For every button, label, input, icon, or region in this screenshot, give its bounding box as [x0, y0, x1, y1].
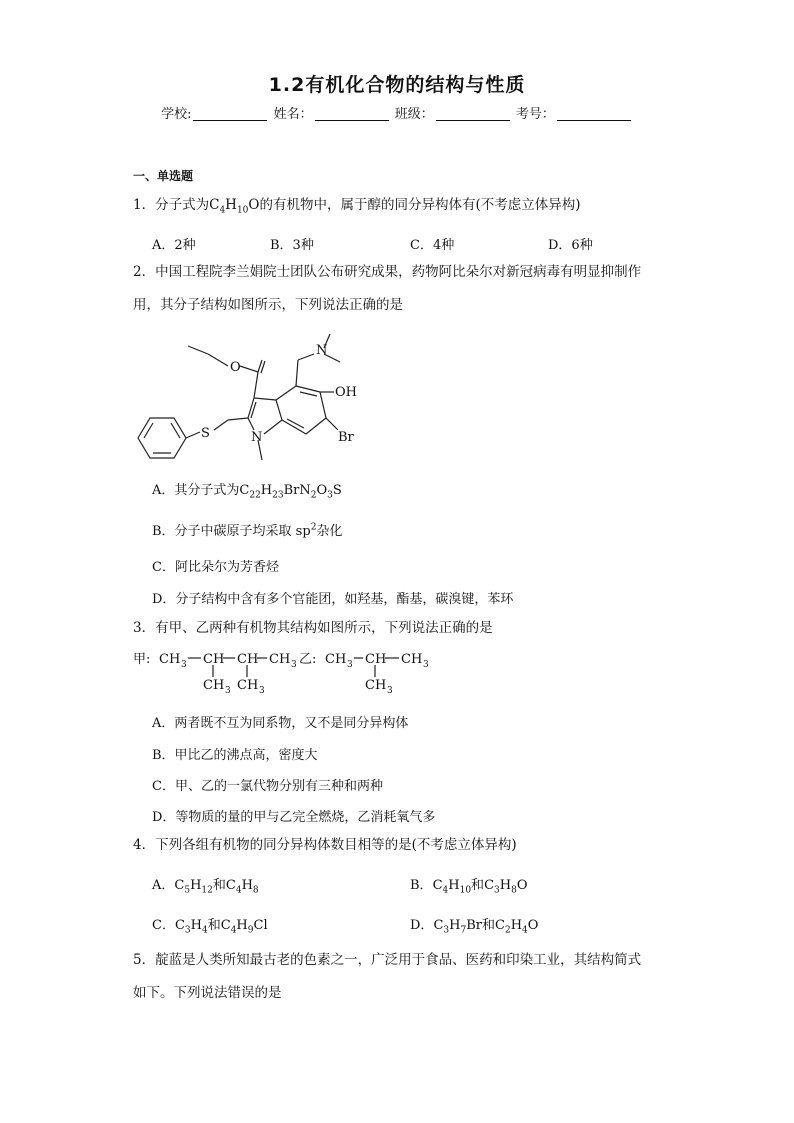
- q2-option-d[interactable]: D．分子结构中含有多个官能团，如羟基，酯基，碳溴键，苯环: [152, 592, 514, 607]
- q2-option-c[interactable]: C．阿比朵尔为芳香烃: [152, 560, 279, 575]
- svg-text:3: 3: [387, 686, 393, 696]
- svg-text:3: 3: [225, 686, 231, 696]
- svg-text:CH: CH: [203, 678, 225, 693]
- q4-option-b[interactable]: B．$C_4H_{10}$和$C_3H_8O$: [410, 878, 528, 896]
- svg-text:3: 3: [423, 660, 429, 670]
- q3-option-a[interactable]: A．两者既不互为同系物，又不是同分异构体: [152, 716, 409, 731]
- svg-text:CH: CH: [159, 652, 181, 667]
- class-blank[interactable]: [436, 106, 510, 121]
- svg-text:CH: CH: [237, 652, 259, 667]
- svg-text:3: 3: [347, 660, 353, 670]
- question-2-stem: [133, 256, 673, 322]
- q1-option-b[interactable]: B．3种: [270, 238, 314, 253]
- class-label: 班级：: [394, 107, 434, 122]
- q4-option-a[interactable]: A．$C_5H_{12}$和$C_4H_8$: [152, 878, 259, 896]
- question-5-stem: [133, 944, 673, 1010]
- q1-option-c[interactable]: C．4种: [410, 238, 455, 253]
- q4-option-c[interactable]: C．$C_3H_4$和$C_4H_9Cl$: [152, 918, 268, 936]
- question-3-stem: 3．有甲、乙两种有机物其结构如图所示，下列说法正确的是: [133, 620, 493, 636]
- school-blank[interactable]: [193, 106, 267, 121]
- bromine-label: Br: [338, 430, 354, 445]
- name-label: 姓名：: [273, 107, 313, 122]
- structure-bonds: [138, 334, 340, 460]
- q1-text-post: 的有机物中，属于醇的同分异构体有(不考虑立体异构): [259, 197, 581, 213]
- svg-text:3: 3: [259, 686, 265, 696]
- svg-text:CH: CH: [325, 652, 347, 667]
- page-title: 1.2有机化合物的结构与性质: [268, 74, 526, 96]
- student-info-line: [0, 103, 794, 122]
- q1-option-d[interactable]: D．6种: [548, 238, 593, 253]
- q4-option-d[interactable]: D．$C_3H_7Br$和$C_2H_4O$: [410, 918, 539, 936]
- svg-text:CH: CH: [365, 652, 387, 667]
- yi-label: 乙:: [299, 652, 317, 667]
- q3-option-d[interactable]: D．等物质的量的甲与乙完全燃烧，乙消耗氧气多: [152, 810, 436, 825]
- q1-option-a[interactable]: A．2种: [152, 238, 196, 253]
- svg-text:3: 3: [181, 660, 187, 670]
- q2-line-2: 用，其分子结构如图所示，下列说法正确的是: [133, 297, 403, 313]
- indole-nitrogen-label: N: [251, 430, 263, 445]
- svg-text:3: 3: [291, 660, 297, 670]
- jia-label: 甲:: [133, 652, 151, 667]
- q2-option-a-formula: $C_{22}H_{23}BrN_2O_3S$: [239, 483, 342, 501]
- sulfur-atom-label: S: [201, 426, 210, 441]
- exam-no-label: 考号：: [515, 107, 555, 122]
- q1-text-pre: 1．分子式为: [133, 197, 210, 213]
- svg-text:CH: CH: [237, 678, 259, 693]
- section-heading: 一、单选题: [133, 169, 194, 183]
- svg-text:CH: CH: [365, 678, 387, 693]
- q3-structures-diagram: [133, 645, 443, 697]
- q2-option-b[interactable]: B．分子中碳原子均采取 $sp^2$杂化: [152, 522, 343, 539]
- q2-line-1: 2．中国工程院李兰娟院士团队公布研究成果，药物阿比朵尔对新冠病毒有明显抑制作: [133, 264, 642, 280]
- name-blank[interactable]: [315, 106, 389, 121]
- question-1-stem: [133, 189, 673, 222]
- hydroxyl-label: OH: [335, 385, 357, 400]
- arbidol-structure-diagram: [130, 330, 370, 480]
- school-label: 学校:: [161, 107, 192, 122]
- svg-text:CH: CH: [203, 652, 225, 667]
- svg-text:CH: CH: [401, 652, 423, 667]
- q1-formula: $C_4H_{10}O$: [209, 197, 260, 216]
- svg-text:CH: CH: [269, 652, 291, 667]
- q2-option-a[interactable]: A．其分子式为$C_{22}H_{23}BrN_2O_3S$: [152, 483, 342, 501]
- ester-oxygen-label: O: [230, 360, 241, 375]
- q3-option-b[interactable]: B．甲比乙的沸点高，密度大: [152, 748, 318, 763]
- q5-line-1: 5．靛蓝是人类所知最古老的色素之一，广泛用于食品、医药和印染工业，其结构简式: [133, 952, 642, 968]
- exam-no-blank[interactable]: [557, 106, 631, 121]
- q5-line-2: 如下。下列说法错误的是: [133, 985, 282, 1001]
- question-4-stem: 4．下列各组有机物的同分异构体数目相等的是(不考虑立体异构): [133, 837, 517, 853]
- q3-option-c[interactable]: C．甲、乙的一氯代物分别有三种和两种: [152, 779, 383, 794]
- amine-nitrogen-label: N: [316, 343, 328, 358]
